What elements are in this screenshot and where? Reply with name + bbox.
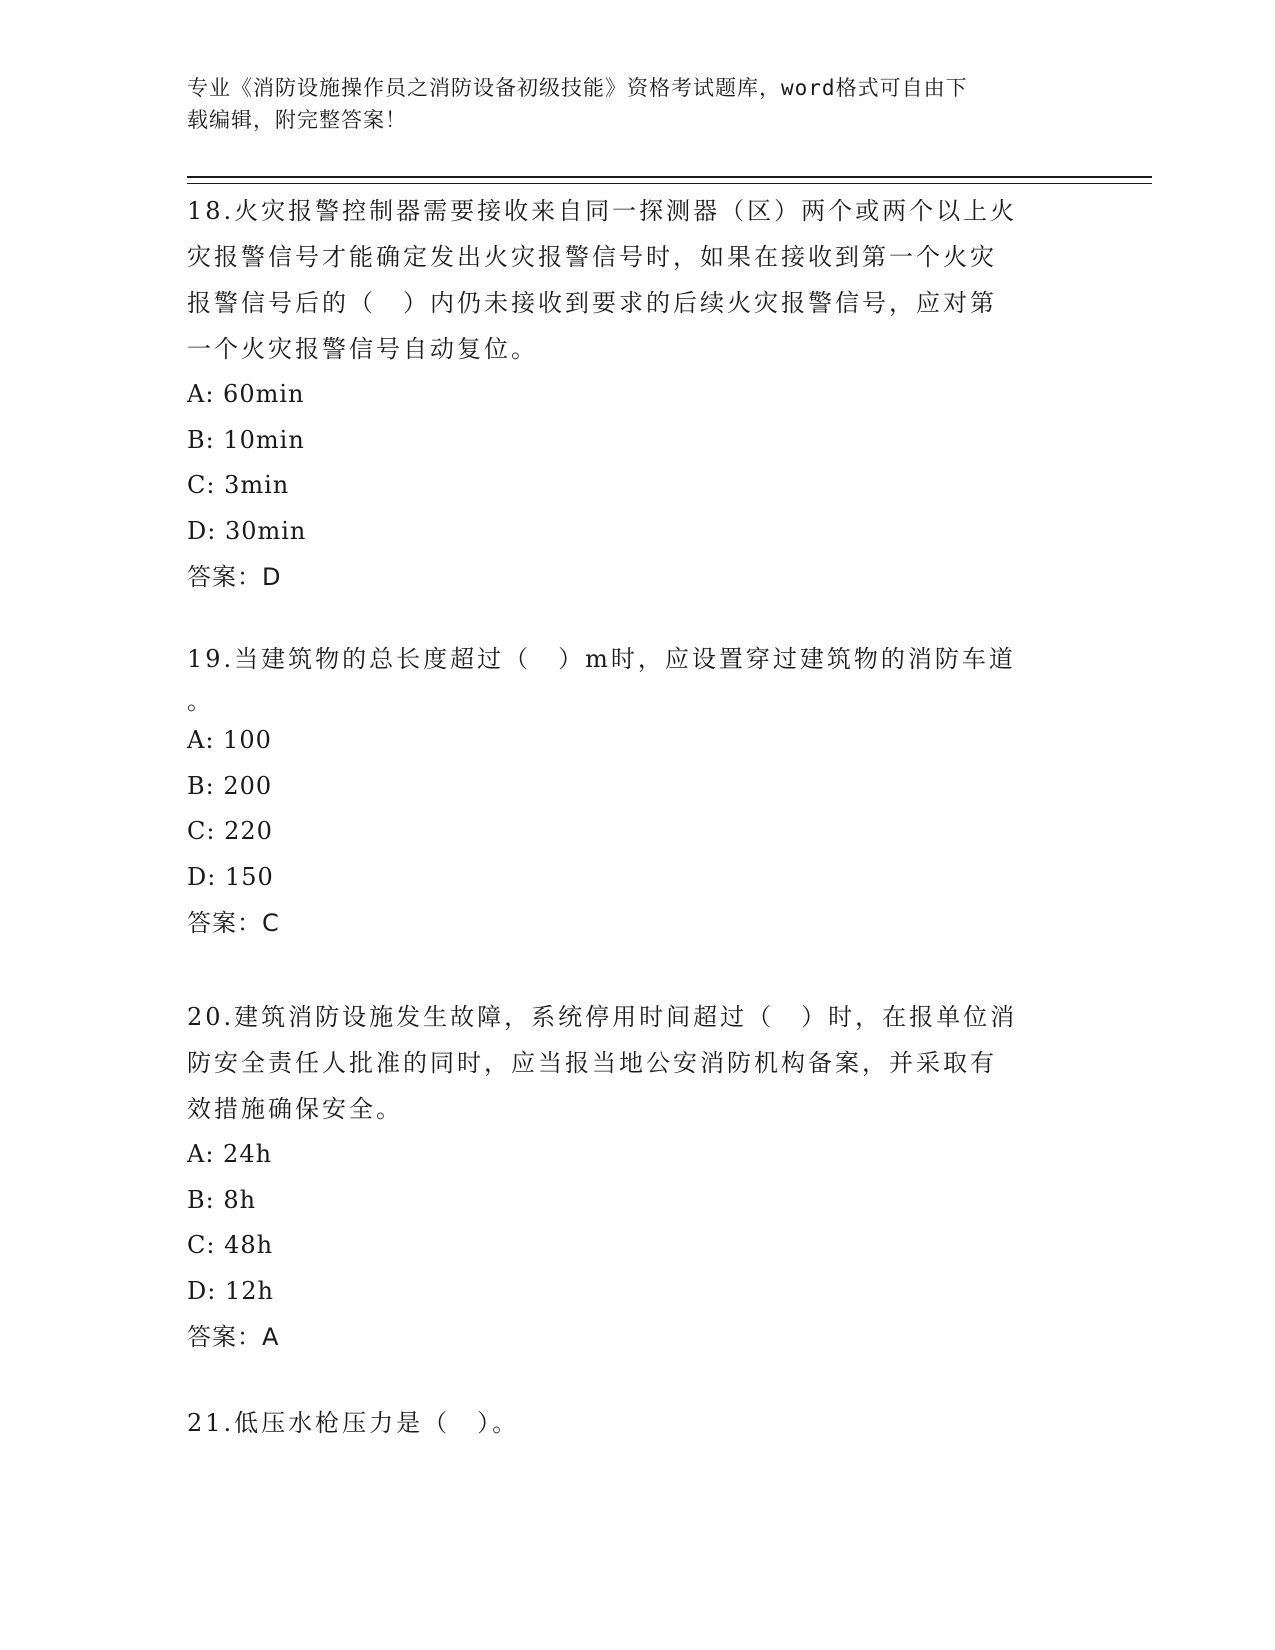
question-20-option-b: B: 8h	[187, 1185, 257, 1214]
document-header	[187, 72, 1067, 136]
question-20-option-c: C: 48h	[187, 1231, 274, 1259]
header-rule-thin	[187, 183, 1152, 184]
question-21-line-1: 21.低压水枪压力是（ ）。	[187, 1409, 520, 1437]
question-18-option-b: B: 10min	[187, 425, 305, 454]
question-18-line-3: 报警信号后的（ ）内仍未接收到要求的后续火灾报警信号，应对第	[187, 289, 997, 317]
question-19-option-c: C: 220	[187, 817, 273, 845]
question-18	[187, 188, 1087, 600]
question-20	[187, 994, 1087, 1360]
question-18-answer: 答案：D	[187, 563, 282, 591]
question-19-answer: 答案：C	[187, 909, 280, 937]
question-19-line-2: 。	[187, 687, 214, 715]
question-19-option-d: D: 150	[187, 862, 274, 891]
question-21	[187, 1400, 1087, 1446]
question-18-line-4: 一个火灾报警信号自动复位。	[187, 335, 538, 363]
question-19-line-1: 19.当建筑物的总长度超过（ ）m时，应设置穿过建筑物的消防车道	[187, 645, 1016, 673]
question-19	[187, 634, 1087, 946]
header-rule-thick	[187, 176, 1152, 178]
question-19-option-b: B: 200	[187, 771, 273, 800]
question-18-option-d: D: 30min	[187, 516, 307, 545]
question-20-answer: 答案：A	[187, 1323, 280, 1351]
question-20-option-d: D: 12h	[187, 1276, 274, 1305]
question-18-line-2: 灾报警信号才能确定发出火灾报警信号时，如果在接收到第一个火灾	[187, 243, 997, 271]
question-20-option-a: A: 24h	[187, 1140, 273, 1168]
header-line-1: 专业《消防设施操作员之消防设备初级技能》资格考试题库，word格式可自由下	[187, 76, 968, 100]
question-18-line-1: 18.火灾报警控制器需要接收来自同一探测器（区）两个或两个以上火	[187, 197, 1018, 225]
question-18-option-c: C: 3min	[187, 471, 290, 499]
question-20-line-2: 防安全责任人批准的同时，应当报当地公安消防机构备案，并采取有	[187, 1049, 997, 1077]
question-20-line-1: 20.建筑消防设施发生故障，系统停用时间超过（ ）时，在报单位消	[187, 1003, 1018, 1031]
question-20-line-3: 效措施确保安全。	[187, 1095, 403, 1123]
header-line-2: 载编辑，附完整答案！	[187, 108, 407, 132]
question-19-option-a: A: 100	[187, 726, 272, 754]
question-18-option-a: A: 60min	[187, 380, 305, 408]
